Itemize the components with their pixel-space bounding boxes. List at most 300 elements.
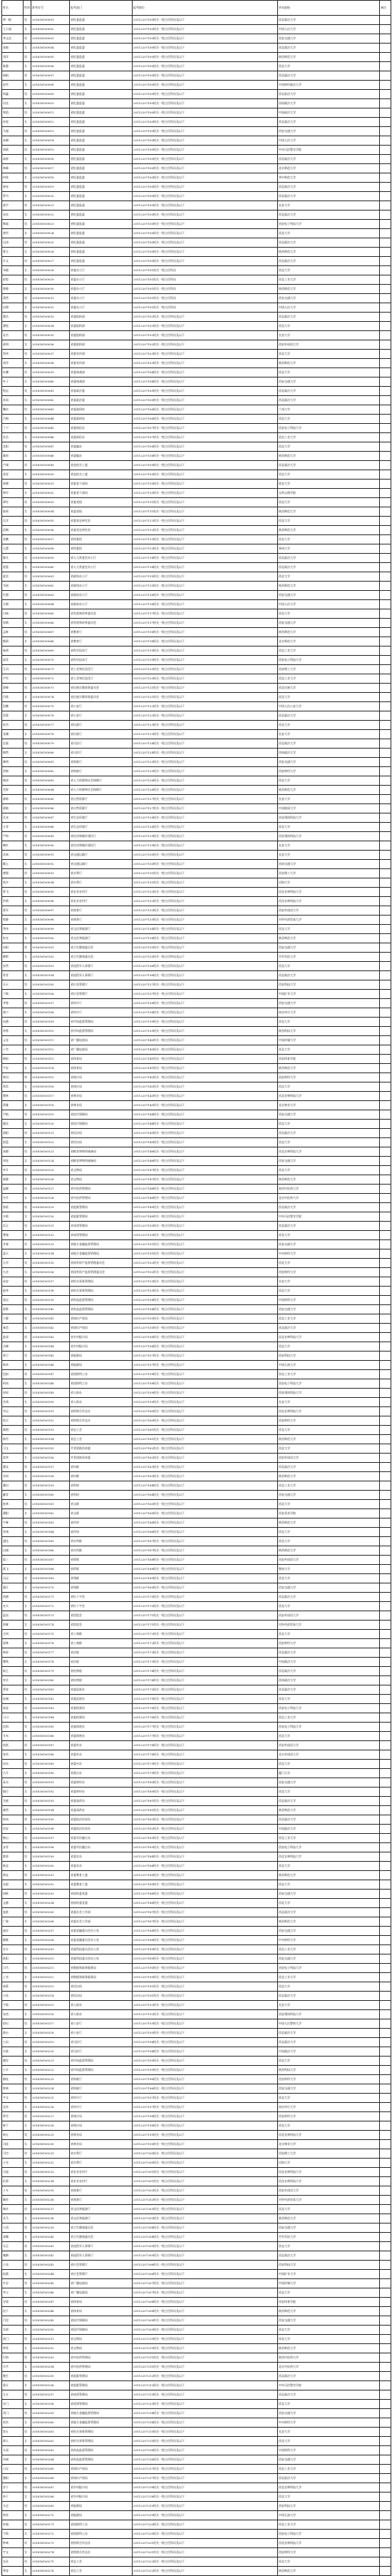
cell-school: 西北大学	[278, 517, 380, 526]
cell-sex: 女	[24, 173, 31, 183]
cell-position: 20112207128机关一级主任科员及以下	[133, 823, 278, 832]
cell-note	[380, 1416, 391, 1426]
cell-note	[380, 2455, 391, 2465]
cell-name: 宗政	[2, 2047, 24, 2057]
cell-position: 20112207123机关一级主任科员及以下	[133, 730, 278, 739]
cell-exam-id: 201616100087	[31, 813, 70, 823]
table-row	[2, 795, 391, 804]
cell-school: 西北工业大学	[278, 2520, 380, 2530]
cell-position: 20112207100机关一级主任科员及以下	[133, 62, 278, 71]
cell-exam-id: 201616100264	[31, 2455, 70, 2465]
cell-school: 西北政法大学	[278, 155, 380, 164]
cell-name: 邱菲	[2, 656, 24, 665]
cell-position: 20112207102机关一级主任科员及以下	[133, 340, 278, 350]
cell-department: 省生态环境厅	[70, 813, 133, 823]
cell-school: 西北大学	[278, 1231, 380, 1240]
cell-school: 陕西师范大学	[278, 2344, 380, 2353]
cell-note	[380, 2205, 391, 2214]
cell-note	[380, 999, 391, 1008]
table-row	[2, 1018, 391, 1027]
cell-department: 省退役军人事务厅	[70, 2242, 133, 2251]
cell-exam-id: 201616100061	[31, 572, 70, 582]
cell-sex: 男	[24, 1407, 31, 1416]
cell-position: 20112207178机关一级主任科员及以下	[133, 1741, 278, 1750]
cell-school: 西安外国语大学	[278, 1454, 380, 1463]
cell-name: 左岸	[2, 1259, 24, 1268]
cell-note	[380, 1268, 391, 1277]
cell-note	[380, 2511, 391, 2520]
cell-name: 谷雨	[2, 1472, 24, 1481]
cell-school: 延安大学	[278, 480, 380, 489]
cell-position: 20112207163机关一级主任科员及以下	[133, 1463, 278, 1472]
cell-name: 公良	[2, 2261, 24, 2270]
cell-school: 华中师范大学	[278, 173, 380, 183]
cell-note	[380, 1491, 391, 1500]
cell-sex: 男	[24, 2075, 31, 2084]
table-row	[2, 127, 391, 136]
cell-note	[380, 2298, 391, 2307]
cell-exam-id: 201616100258	[31, 2400, 70, 2409]
cell-school: 西安交通大学	[278, 1927, 380, 1936]
cell-position: 20112207186机关一级主任科员及以下	[133, 1899, 278, 1908]
cell-school: 陕西科技大学	[278, 2066, 380, 2075]
cell-position: 20112207205机关一级主任科员及以下	[133, 2251, 278, 2261]
table-row	[2, 1797, 391, 1806]
cell-note	[380, 1565, 391, 1574]
cell-school: 西北大学	[278, 823, 380, 832]
cell-school: 陕西师范大学	[278, 786, 380, 795]
cell-school: 西安交通大学	[278, 377, 380, 387]
cell-sex: 女	[24, 1435, 31, 1444]
cell-position: 20112207181机关一级主任科员及以下	[133, 1806, 278, 1815]
cell-exam-id: 201616100128	[31, 1194, 70, 1203]
cell-position: 20112207114机关一级主任科员及以下	[133, 563, 278, 572]
cell-name: 陈静	[2, 62, 24, 71]
cell-department: 省公安厅	[70, 711, 133, 721]
cell-department: 省委政研室	[70, 405, 133, 415]
table-row	[2, 285, 391, 294]
cell-sex: 男	[24, 572, 31, 582]
cell-note	[380, 971, 391, 980]
cell-school: 陕西师范大学	[278, 1917, 380, 1927]
cell-department: 省审计厅	[70, 999, 133, 1008]
table-row	[2, 2511, 391, 2520]
cell-position: 20112207161机关一级主任科员及以下	[133, 1426, 278, 1435]
cell-school: 西北政法大学	[278, 183, 380, 192]
cell-sex: 女	[24, 878, 31, 888]
cell-school: 西北大学	[278, 572, 380, 582]
table-row	[2, 637, 391, 646]
table-row	[2, 1416, 391, 1426]
cell-name: 卜雪	[2, 1045, 24, 1055]
cell-school: 西北政法大学	[278, 739, 380, 749]
cell-note	[380, 127, 391, 136]
cell-name: 简单	[2, 1361, 24, 1370]
cell-sex: 女	[24, 340, 31, 350]
cell-note	[380, 99, 391, 108]
cell-school: 北京林业大学	[278, 1101, 380, 1110]
table-row	[2, 266, 391, 275]
cell-note	[380, 2335, 391, 2344]
cell-name: 闻人	[2, 2437, 24, 2446]
cell-note	[380, 1454, 391, 1463]
cell-name: 汪洋	[2, 517, 24, 526]
cell-sex: 女	[24, 990, 31, 999]
cell-school: 西北政法大学	[278, 1129, 380, 1138]
cell-position: 20112207200机关一级主任科员及以下	[133, 2149, 278, 2159]
cell-department: 省直机关工委	[70, 470, 133, 480]
cell-school: 陕西师范大学	[278, 2214, 380, 2223]
table-row	[2, 498, 391, 507]
cell-exam-id: 201616100019	[31, 183, 70, 192]
cell-school: 西北大学	[278, 62, 380, 71]
cell-school: 西北政法大学	[278, 192, 380, 201]
cell-sex: 女	[24, 526, 31, 535]
table-row	[2, 480, 391, 489]
cell-note	[380, 1528, 391, 1537]
cell-department: 省纪委监委	[70, 257, 133, 266]
table-row	[2, 2335, 391, 2344]
cell-department: 省监狱管理局	[70, 1212, 133, 1222]
cell-name: 南宫	[2, 2418, 24, 2428]
cell-sex: 男	[24, 980, 31, 990]
cell-sex: 女	[24, 2084, 31, 2094]
cell-note	[380, 554, 391, 563]
cell-note	[380, 1973, 391, 1982]
cell-exam-id: 201616100045	[31, 424, 70, 433]
cell-department: 省纪委监委	[70, 34, 133, 44]
cell-school: 长安大学	[278, 851, 380, 860]
cell-name: 易安	[2, 1277, 24, 1287]
cell-note	[380, 1630, 391, 1639]
cell-school: 长安大学	[278, 730, 380, 739]
cell-exam-id: 201616100230	[31, 2140, 70, 2149]
cell-position: 20112207175机关一级主任科员及以下	[133, 1685, 278, 1695]
cell-school: 河海大学	[278, 2159, 380, 2168]
cell-name: 宦海	[2, 1723, 24, 1732]
table-row	[2, 1639, 391, 1648]
cell-exam-id: 201616100027	[31, 257, 70, 266]
cell-name: 牛犇	[2, 1518, 24, 1528]
table-row	[2, 1361, 391, 1370]
cell-exam-id: 201616100197	[31, 1834, 70, 1843]
table-row	[2, 1389, 391, 1398]
cell-position: 20112207183机关一级主任科员及以下	[133, 1834, 278, 1843]
cell-exam-id: 201616100068	[31, 637, 70, 646]
cell-sex: 女	[24, 1212, 31, 1222]
cell-school: 西北政法大学	[278, 1324, 380, 1333]
cell-school: 陕西师范大学	[278, 526, 380, 535]
cell-position: 20112207148机关一级主任科员及以下	[133, 1194, 278, 1203]
cell-school: 西北政法大学	[278, 971, 380, 980]
table-row	[2, 2121, 391, 2131]
cell-sex: 男	[24, 776, 31, 786]
cell-position: 20112207139机关一级主任科员及以下	[133, 1027, 278, 1036]
cell-name: 东方	[2, 1945, 24, 1954]
cell-school: 西北大学	[278, 2242, 380, 2251]
cell-sex: 女	[24, 823, 31, 832]
table-row	[2, 1138, 391, 1147]
cell-position: 20112207147机关一级主任科员及以下	[133, 1175, 278, 1185]
table-row	[2, 1296, 391, 1305]
cell-sex: 女	[24, 1825, 31, 1834]
cell-exam-id: 201616100247	[31, 2298, 70, 2307]
cell-department: 省委党校	[70, 507, 133, 517]
cell-name: 贾蕾	[2, 563, 24, 572]
cell-name: 邵敏	[2, 804, 24, 813]
cell-exam-id: 201616100216	[31, 2010, 70, 2019]
cell-sex: 男	[24, 90, 31, 99]
cell-note	[380, 1426, 391, 1435]
cell-position: 20112207217机关一级主任科员及以下	[133, 2474, 278, 2483]
cell-note	[380, 869, 391, 878]
header-note: 备注	[380, 1, 391, 16]
cell-school: 对外经济贸易大学	[278, 1621, 380, 1630]
cell-sex: 男	[24, 108, 31, 118]
cell-department: 省残联	[70, 1583, 133, 1593]
cell-department: 省委财经办	[70, 1788, 133, 1797]
cell-sex: 男	[24, 2502, 31, 2511]
cell-position: 20112207174机关一级主任科员及以下	[133, 1667, 278, 1676]
table-row	[2, 1435, 391, 1444]
cell-sex: 女	[24, 229, 31, 238]
cell-exam-id: 201616100158	[31, 1472, 70, 1481]
cell-position: 20112207222机关一级主任科员及以下	[133, 2567, 278, 2576]
cell-department: 省法院	[70, 1648, 133, 1658]
cell-note	[380, 1259, 391, 1268]
cell-sex: 女	[24, 489, 31, 498]
table-row	[2, 2112, 391, 2121]
cell-exam-id: 201616100016	[31, 155, 70, 164]
cell-school: 中国矿业大学	[278, 2270, 380, 2279]
cell-name: 桂林	[2, 1500, 24, 1509]
table-row	[2, 2548, 391, 2557]
cell-name: 和美	[2, 1082, 24, 1092]
cell-note	[380, 1537, 391, 1546]
cell-exam-id: 201616100203	[31, 1890, 70, 1899]
cell-exam-id: 201616100060	[31, 563, 70, 572]
cell-sex: 男	[24, 535, 31, 544]
table-row	[2, 582, 391, 591]
table-row	[2, 1407, 391, 1416]
cell-department: 省医疗保障局	[70, 1120, 133, 1129]
cell-sex: 女	[24, 2493, 31, 2502]
cell-sex: 女	[24, 1138, 31, 1147]
cell-department: 省纪委监委	[70, 99, 133, 108]
cell-school: 西安财经大学	[278, 2112, 380, 2121]
cell-department: 省纪委监委	[70, 81, 133, 90]
table-row	[2, 2381, 391, 2390]
cell-sex: 女	[24, 2530, 31, 2539]
cell-school: 西北农林科技大学	[278, 2168, 380, 2177]
cell-sex: 男	[24, 739, 31, 749]
table-row	[2, 2530, 391, 2539]
table-row	[2, 1852, 391, 1862]
cell-exam-id: 201616100040	[31, 377, 70, 387]
cell-position: 20112207208机关一级主任科员及以下	[133, 2307, 278, 2316]
cell-exam-id: 201616100041	[31, 387, 70, 396]
cell-department: 省国资委党委	[70, 1899, 133, 1908]
cell-department: 省林业局	[70, 2131, 133, 2140]
cell-position: 20112207164机关一级主任科员及以下	[133, 1491, 278, 1500]
cell-name: 黄一帆	[2, 16, 24, 25]
cell-sex: 女	[24, 1732, 31, 1741]
cell-school: 西北政法大学	[278, 71, 380, 81]
cell-note	[380, 1212, 391, 1222]
cell-sex: 男	[24, 238, 31, 248]
cell-department: 省药品监督管理局	[70, 2455, 133, 2465]
cell-name: 拓跋	[2, 2270, 24, 2279]
cell-position: 20112207176机关一级主任科员及以下	[133, 1704, 278, 1713]
cell-school: 西北大学	[278, 1899, 380, 1908]
cell-name: 公孙	[2, 1992, 24, 2001]
cell-sex: 男	[24, 1481, 31, 1491]
cell-position: 20112207129机关一级主任科员及以下	[133, 832, 278, 841]
cell-note	[380, 2539, 391, 2548]
cell-name: 匡正	[2, 1222, 24, 1231]
cell-department: 省委依法治省办	[70, 1815, 133, 1825]
cell-school: 西北大学	[278, 609, 380, 619]
cell-school: 中央司法警官学院	[278, 2381, 380, 2390]
table-row	[2, 1843, 391, 1852]
cell-name: 终南	[2, 1815, 24, 1825]
cell-exam-id: 201616100105	[31, 980, 70, 990]
cell-name: 令狐	[2, 2001, 24, 2010]
cell-position: 20112207175机关一级主任科员及以下	[133, 1695, 278, 1704]
cell-exam-id: 201616100187	[31, 1741, 70, 1750]
cell-exam-id: 201616100054	[31, 507, 70, 517]
cell-department: 省侨联	[70, 1556, 133, 1565]
cell-exam-id: 201616100117	[31, 1092, 70, 1101]
cell-exam-id: 201616100266	[31, 2474, 70, 2483]
cell-school: 西北政法大学	[278, 313, 380, 322]
cell-sex: 男	[24, 2465, 31, 2474]
cell-note	[380, 767, 391, 776]
cell-note	[380, 248, 391, 257]
cell-school: 西北大学	[278, 322, 380, 331]
cell-note	[380, 90, 391, 99]
cell-department: 省农业农村厅	[70, 888, 133, 897]
cell-exam-id: 201616100202	[31, 1880, 70, 1890]
cell-name: 穆林	[2, 1092, 24, 1101]
cell-note	[380, 442, 391, 452]
cell-position: 20112207100机关一级主任科员及以下	[133, 164, 278, 173]
cell-department: 省药品监督管理局	[70, 1296, 133, 1305]
cell-name: 钟玲	[2, 489, 24, 498]
cell-school: 西北大学	[278, 2121, 380, 2131]
cell-sex: 女	[24, 1082, 31, 1092]
cell-position: 20112207192机关一级主任科员及以下	[133, 2010, 278, 2019]
cell-school: 北京中医药大学	[278, 2363, 380, 2372]
cell-position: 20112207221机关一级主任科员及以下	[133, 2548, 278, 2557]
cell-school: 北京中医药大学	[278, 1194, 380, 1203]
table-row	[2, 1147, 391, 1157]
cell-name: 贺敏	[2, 767, 24, 776]
cell-name: 高婷	[2, 155, 24, 164]
cell-name: 国栋	[2, 1890, 24, 1899]
cell-sex: 男	[24, 1110, 31, 1120]
table-row	[2, 2029, 391, 2038]
cell-position: 20112207134机关一级主任科员及以下	[133, 934, 278, 943]
cell-school: 西北大学	[278, 1695, 380, 1704]
cell-school: 陕西师范大学	[278, 359, 380, 368]
cell-exam-id: 201616100150	[31, 1398, 70, 1407]
cell-department: 省市场监督管理局	[70, 2057, 133, 2066]
cell-note	[380, 71, 391, 81]
cell-sex: 女	[24, 81, 31, 90]
cell-sex: 男	[24, 1797, 31, 1806]
cell-position: 20112207100机关一级主任科员及以下	[133, 44, 278, 53]
cell-department: 省科协	[70, 1481, 133, 1491]
table-row	[2, 619, 391, 628]
cell-department: 省供销合作总社	[70, 1416, 133, 1426]
cell-school: 兰州大学	[278, 405, 380, 415]
cell-note	[380, 1862, 391, 1871]
cell-department: 省市场监督管理局	[70, 2066, 133, 2075]
cell-exam-id: 201616100005	[31, 53, 70, 62]
cell-sex: 女	[24, 452, 31, 461]
cell-school: 中国药科大学	[278, 2446, 380, 2455]
cell-school: 西北政法大学	[278, 554, 380, 563]
cell-position: 20112207194机关一级主任科员及以下	[133, 2038, 278, 2047]
cell-name: 邓晓	[2, 266, 24, 275]
cell-department: 省戒毒管理局	[70, 1231, 133, 1240]
cell-school: 中国政法大学	[278, 108, 380, 118]
cell-department: 省委党史研究室	[70, 526, 133, 535]
cell-department: 省林业局	[70, 2140, 133, 2149]
cell-sex: 女	[24, 2326, 31, 2335]
cell-sex: 男	[24, 2149, 31, 2159]
cell-sex: 女	[24, 1194, 31, 1203]
cell-name: 史磊	[2, 739, 24, 749]
cell-name: 易水	[2, 1778, 24, 1788]
cell-sex: 女	[24, 2474, 31, 2483]
cell-position: 20112207196机关一级主任科员及以下	[133, 2084, 278, 2094]
cell-name: 长孙	[2, 2103, 24, 2112]
cell-department: 省审计厅	[70, 2103, 133, 2112]
cell-school: 西安电子科技大学	[278, 2530, 380, 2539]
cell-department: 省人力资源和社会保障厅	[70, 776, 133, 786]
cell-department: 省委依法治省办	[70, 1825, 133, 1834]
cell-name: 微生	[2, 2372, 24, 2381]
table-row	[2, 888, 391, 897]
cell-sex: 男	[24, 1667, 31, 1676]
cell-name: 付强	[2, 591, 24, 600]
table-row	[2, 1352, 391, 1361]
cell-name: 艾米	[2, 1732, 24, 1741]
cell-exam-id: 201616100121	[31, 1129, 70, 1138]
cell-department: 省中医药管理局	[70, 1194, 133, 1203]
cell-name: 唐雪	[2, 229, 24, 238]
cell-exam-id: 201616100050	[31, 470, 70, 480]
cell-position: 20112207204机关一级主任科员及以下	[133, 2223, 278, 2233]
cell-exam-id: 201616100155	[31, 1444, 70, 1454]
cell-department: 省纪委监委	[70, 118, 133, 127]
cell-note	[380, 878, 391, 888]
table-row	[2, 2465, 391, 2474]
cell-school: 西北大学	[278, 1138, 380, 1147]
table-row	[2, 878, 391, 888]
cell-exam-id: 201616100101	[31, 943, 70, 953]
cell-position: 20112207202机关一级主任科员及以下	[133, 2196, 278, 2205]
cell-department: 省药品监督管理局	[70, 2446, 133, 2455]
cell-sex: 男	[24, 999, 31, 1008]
table-row	[2, 786, 391, 795]
cell-exam-id: 201616100169	[31, 1574, 70, 1583]
cell-position: 20112207158机关一级主任科员及以下	[133, 1370, 278, 1379]
cell-name: 鲜于	[2, 2121, 24, 2131]
cell-school: 西安理工大学	[278, 665, 380, 674]
